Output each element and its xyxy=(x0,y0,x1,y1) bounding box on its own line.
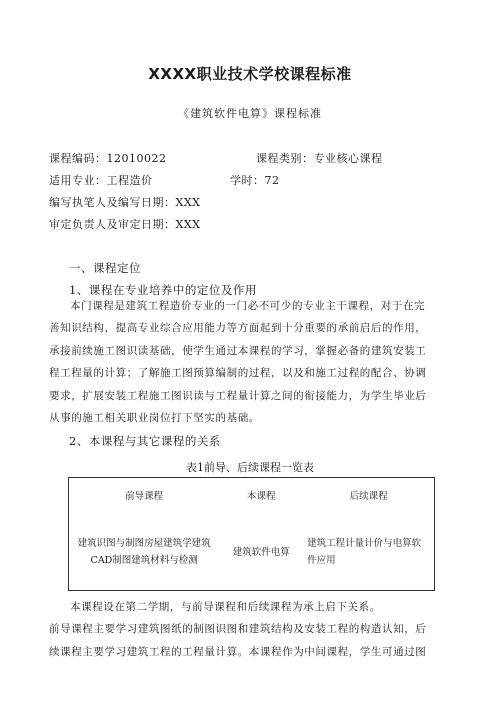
prev-courses-line: CAD制图建筑材料与检测 xyxy=(90,555,198,566)
document-title: XXXX职业技术学校课程标准 xyxy=(148,65,352,83)
header-next-course: 后续课程 xyxy=(349,490,388,502)
paragraph-course-role xyxy=(49,295,454,429)
paragraph-line: 本门课程是建筑工程造价专业的一门必不可少的专业主干课程，对于在完 xyxy=(70,300,426,312)
paragraph-line: 程工程量的计算；了解施工图预算编制的过程，以及和施工过程的配合、协调 xyxy=(49,367,427,380)
paragraph-course-relation xyxy=(49,596,454,663)
paragraph-line: 前导课程主要学习建筑图纸的制图识图和建筑结构及安装工程的构造认知，后 xyxy=(49,623,427,636)
course-type: 课程类别：专业核心课程 xyxy=(256,152,383,165)
reviewer-info: 审定负责人及审定日期：XXX xyxy=(49,218,201,231)
author-info: 编写执笔人及编写日期：XXX xyxy=(49,196,201,209)
cell-prev-courses xyxy=(69,514,220,591)
paragraph-line: 善知识结构，提高专业综合应用能力等方面起到十分重要的承前启后的作用， xyxy=(49,322,427,335)
applicable-major: 适用专业：工程造价 xyxy=(49,174,153,187)
table-row xyxy=(69,514,435,591)
subsection-heading-role: 1、课程在专业培养中的定位及作用 xyxy=(69,283,257,297)
course-code: 课程编码：12010022 xyxy=(49,152,167,165)
header-current-course: 本课程 xyxy=(247,490,276,502)
next-courses-line: 件应用 xyxy=(307,555,336,566)
next-courses-line: 建筑工程计量计价与电算软 xyxy=(307,538,422,549)
paragraph-line: 从事的施工相关职业岗位打下坚实的基础。 xyxy=(49,412,260,425)
header-prev-course: 前导课程 xyxy=(125,490,164,502)
section-heading-positioning: 一、课程定位 xyxy=(69,261,141,275)
prev-courses-line: 建筑识图与制图房屋建筑学建筑 xyxy=(77,538,211,549)
paragraph-line: 续课程主要学习建筑工程的工程量计算。本课程作为中间课程，学生可通过图 xyxy=(49,645,427,658)
cell-current-course: 建筑软件电算 xyxy=(232,546,290,558)
course-hours: 学时：72 xyxy=(230,174,280,187)
table-caption: 表1前导、后续课程一览表 xyxy=(186,461,314,474)
table-header-row xyxy=(69,478,435,515)
paragraph-line: 要求，扩展安装工程施工图识读与工程量计算之间的衔接能力，为学生毕业后 xyxy=(49,389,427,402)
paragraph-line: 本课程设在第二学期，与前导课程和后续课程为承上启下关系。 xyxy=(70,601,381,613)
subsection-heading-relations: 2、本课程与其它课程的关系 xyxy=(69,434,221,448)
paragraph-line: 承接前续施工图识读基础，使学生通过本课程的学习，掌握必备的建筑安装工 xyxy=(49,344,427,357)
cell-next-courses xyxy=(303,514,434,591)
course-relation-table xyxy=(68,477,435,591)
document-subtitle: 《建筑软件电算》课程标准 xyxy=(178,107,322,120)
